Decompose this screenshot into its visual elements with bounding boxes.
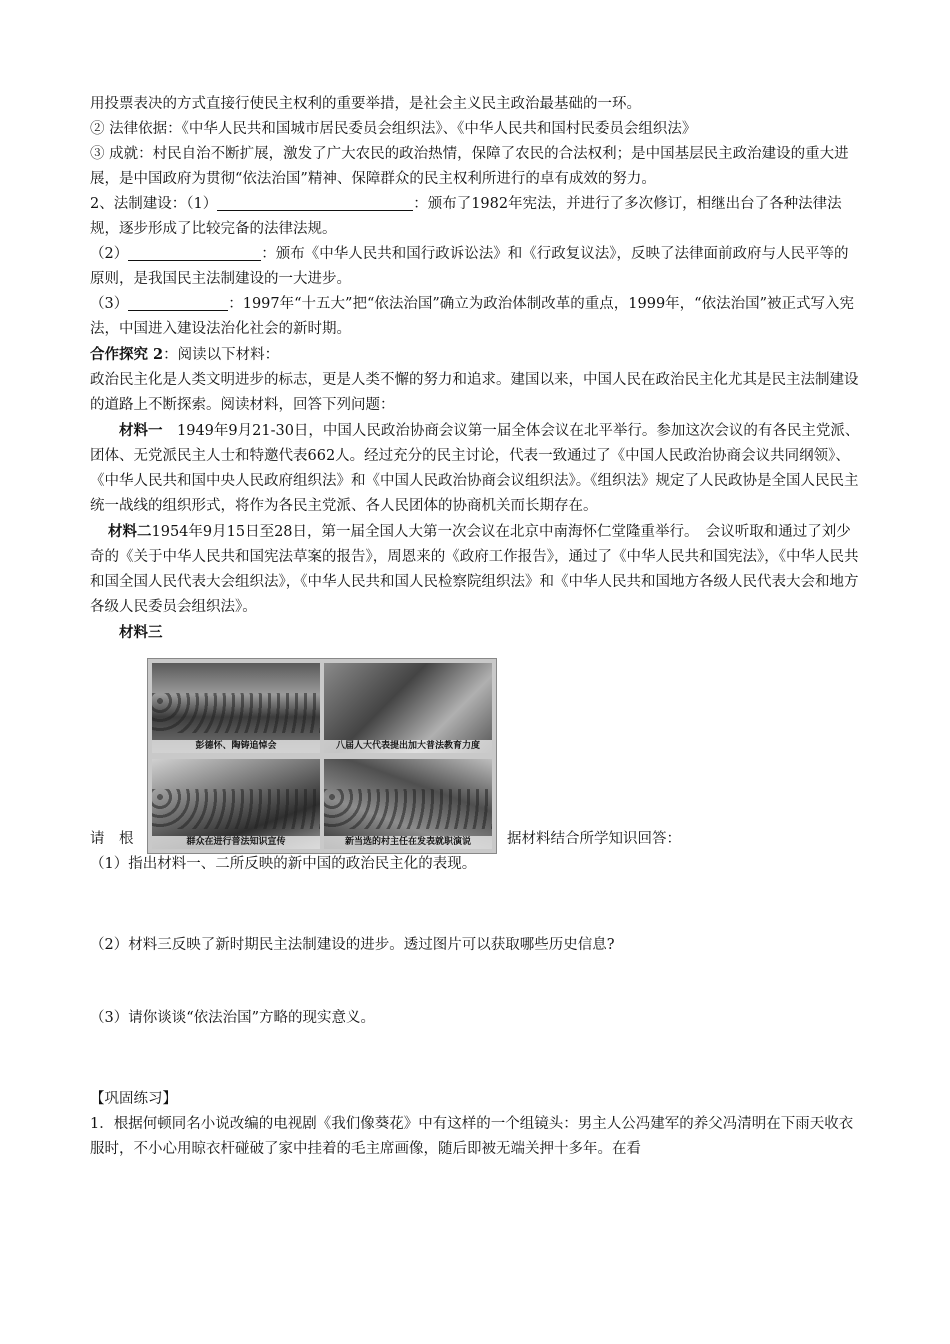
answer-space-1[interactable] bbox=[90, 877, 860, 933]
material-one: 材料一 1949年9月21-30日，中国人民政治协商会议第一届全体会议在北平举行。参加这次会议的有各民主党派、团体、无党派民主人士和特邀代表662人。经过充分的民主讨论，代表一致通过了《中国人民政治协商会议共同纲领》、《中华人民共和国中央人民政府组织法》和《中国人民政治协商会议组织法》。《组织法》规定了人民政协是全国人民民主统一战线的组织形式，将作为各民主党派、各人民团体的协商机关而长期存在。 bbox=[90, 422, 860, 514]
question-1: （1）指出材料一、二所反映的新中国的政治民主化的表现。 bbox=[90, 856, 477, 872]
paragraph-legal-construction-1: 2、法制建设：（1） ：颁布了1982年宪法，并进行了多次修订，相继出台了各种法律法规，逐步形成了比较完备的法律法规。 bbox=[90, 192, 860, 242]
photo-collage bbox=[147, 658, 497, 854]
photo-row-prefix: 请 根 bbox=[90, 831, 134, 847]
photo-law-publicity bbox=[152, 759, 320, 849]
photo-village-head-speech bbox=[324, 759, 492, 849]
question-2: （2）材料三反映了新时期民主法制建设的进步。透过图片可以获取哪些历史信息? bbox=[90, 937, 615, 953]
photo-caption-4: 新当选的村主任在发表就职演说 bbox=[324, 836, 492, 849]
fill-blank-2[interactable] bbox=[128, 243, 261, 261]
answer-space-3[interactable] bbox=[90, 1031, 860, 1087]
section-heading-inquiry-2: 合作探究 2：阅读以下材料： bbox=[90, 346, 280, 363]
material-three-label: 材料三 bbox=[119, 624, 163, 641]
paragraph-achievements: ③ 成就：村民自治不断扩展，激发了广大农民的政治热情，保障了农民的合法权利；是中国基层民主政治建设的重大进展，是中国政府为贯彻“依法治国”精神、保障群众的民主权利所进行的卓有成效的努力。 bbox=[90, 146, 849, 187]
photo-row-suffix: 据材料结合所学知识回答： bbox=[507, 831, 681, 847]
question-3: （3）请你谈谈“依法治国”方略的现实意义。 bbox=[90, 1010, 376, 1026]
paragraph-legal-construction-3: （3） ：1997年“十五大”把“依法治国”确立为政治体制改革的重点，1999年，“依法治国”被正式写入宪法，中国进入建设法治化社会的新时期。 bbox=[90, 292, 860, 342]
fill-blank-1[interactable] bbox=[217, 193, 413, 211]
paragraph-legal-construction-2: （2） ：颁布《中华人民共和国行政诉讼法》和《行政复议法》，反映了法律面前政府与人民平等的原则，是我国民主法制建设的一大进步。 bbox=[90, 242, 860, 292]
paragraph-voting: 用投票表决的方式直接行使民主权利的重要举措，是社会主义民主政治最基础的一环。 bbox=[90, 96, 641, 112]
material-two: 材料二1954年9月15日至28日，第一届全国人大第一次会议在北京中南海怀仁堂隆重举行。 会议听取和通过了刘少奇的《关于中华人民共和国宪法草案的报告》，周恩来的《政府工作报告》，通过了《中华人民共和国宪法》，《中华人民共和国全国人民代表大会组织法》，《中华人民共和国人民检察院组织法》和《中华人民共和国地方各级人民代表大会和地方各级人民委员会组织法》。 bbox=[90, 523, 859, 615]
paragraph-legal-basis: ② 法律依据：《中华人民共和国城市居民委员会组织法》、《中华人民共和国村民委员会组织法》 bbox=[90, 121, 697, 137]
photo-caption-2: 八届人大代表提出加大普法教育力度 bbox=[324, 740, 492, 753]
answer-space-2[interactable] bbox=[90, 958, 860, 1006]
fill-blank-3[interactable] bbox=[128, 293, 228, 311]
material-three-photo-row bbox=[90, 648, 860, 852]
practice-question-1: 1．根据何顿同名小说改编的电视剧《我们像葵花》中有这样的一个组镜头：男主人公冯建军的养父冯清明在下雨天收衣服时，不小心用晾衣杆碰破了家中挂着的毛主席画像，随后即被无端关押十多年。在看 bbox=[90, 1116, 854, 1157]
practice-heading: 【巩固练习】 bbox=[90, 1091, 177, 1107]
photo-npc-delegates bbox=[324, 663, 492, 753]
photo-caption-3: 群众在进行普法知识宣传 bbox=[152, 836, 320, 849]
photo-memorial bbox=[152, 663, 320, 753]
paragraph-intro: 政治民主化是人类文明进步的标志，更是人类不懈的努力和追求。建国以来，中国人民在政治民主化尤其是民主法制建设的道路上不断探索。阅读材料，回答下列问题： bbox=[90, 372, 859, 413]
photo-caption-1: 彭德怀、陶铸追悼会 bbox=[152, 740, 320, 753]
document-page bbox=[90, 92, 860, 1162]
